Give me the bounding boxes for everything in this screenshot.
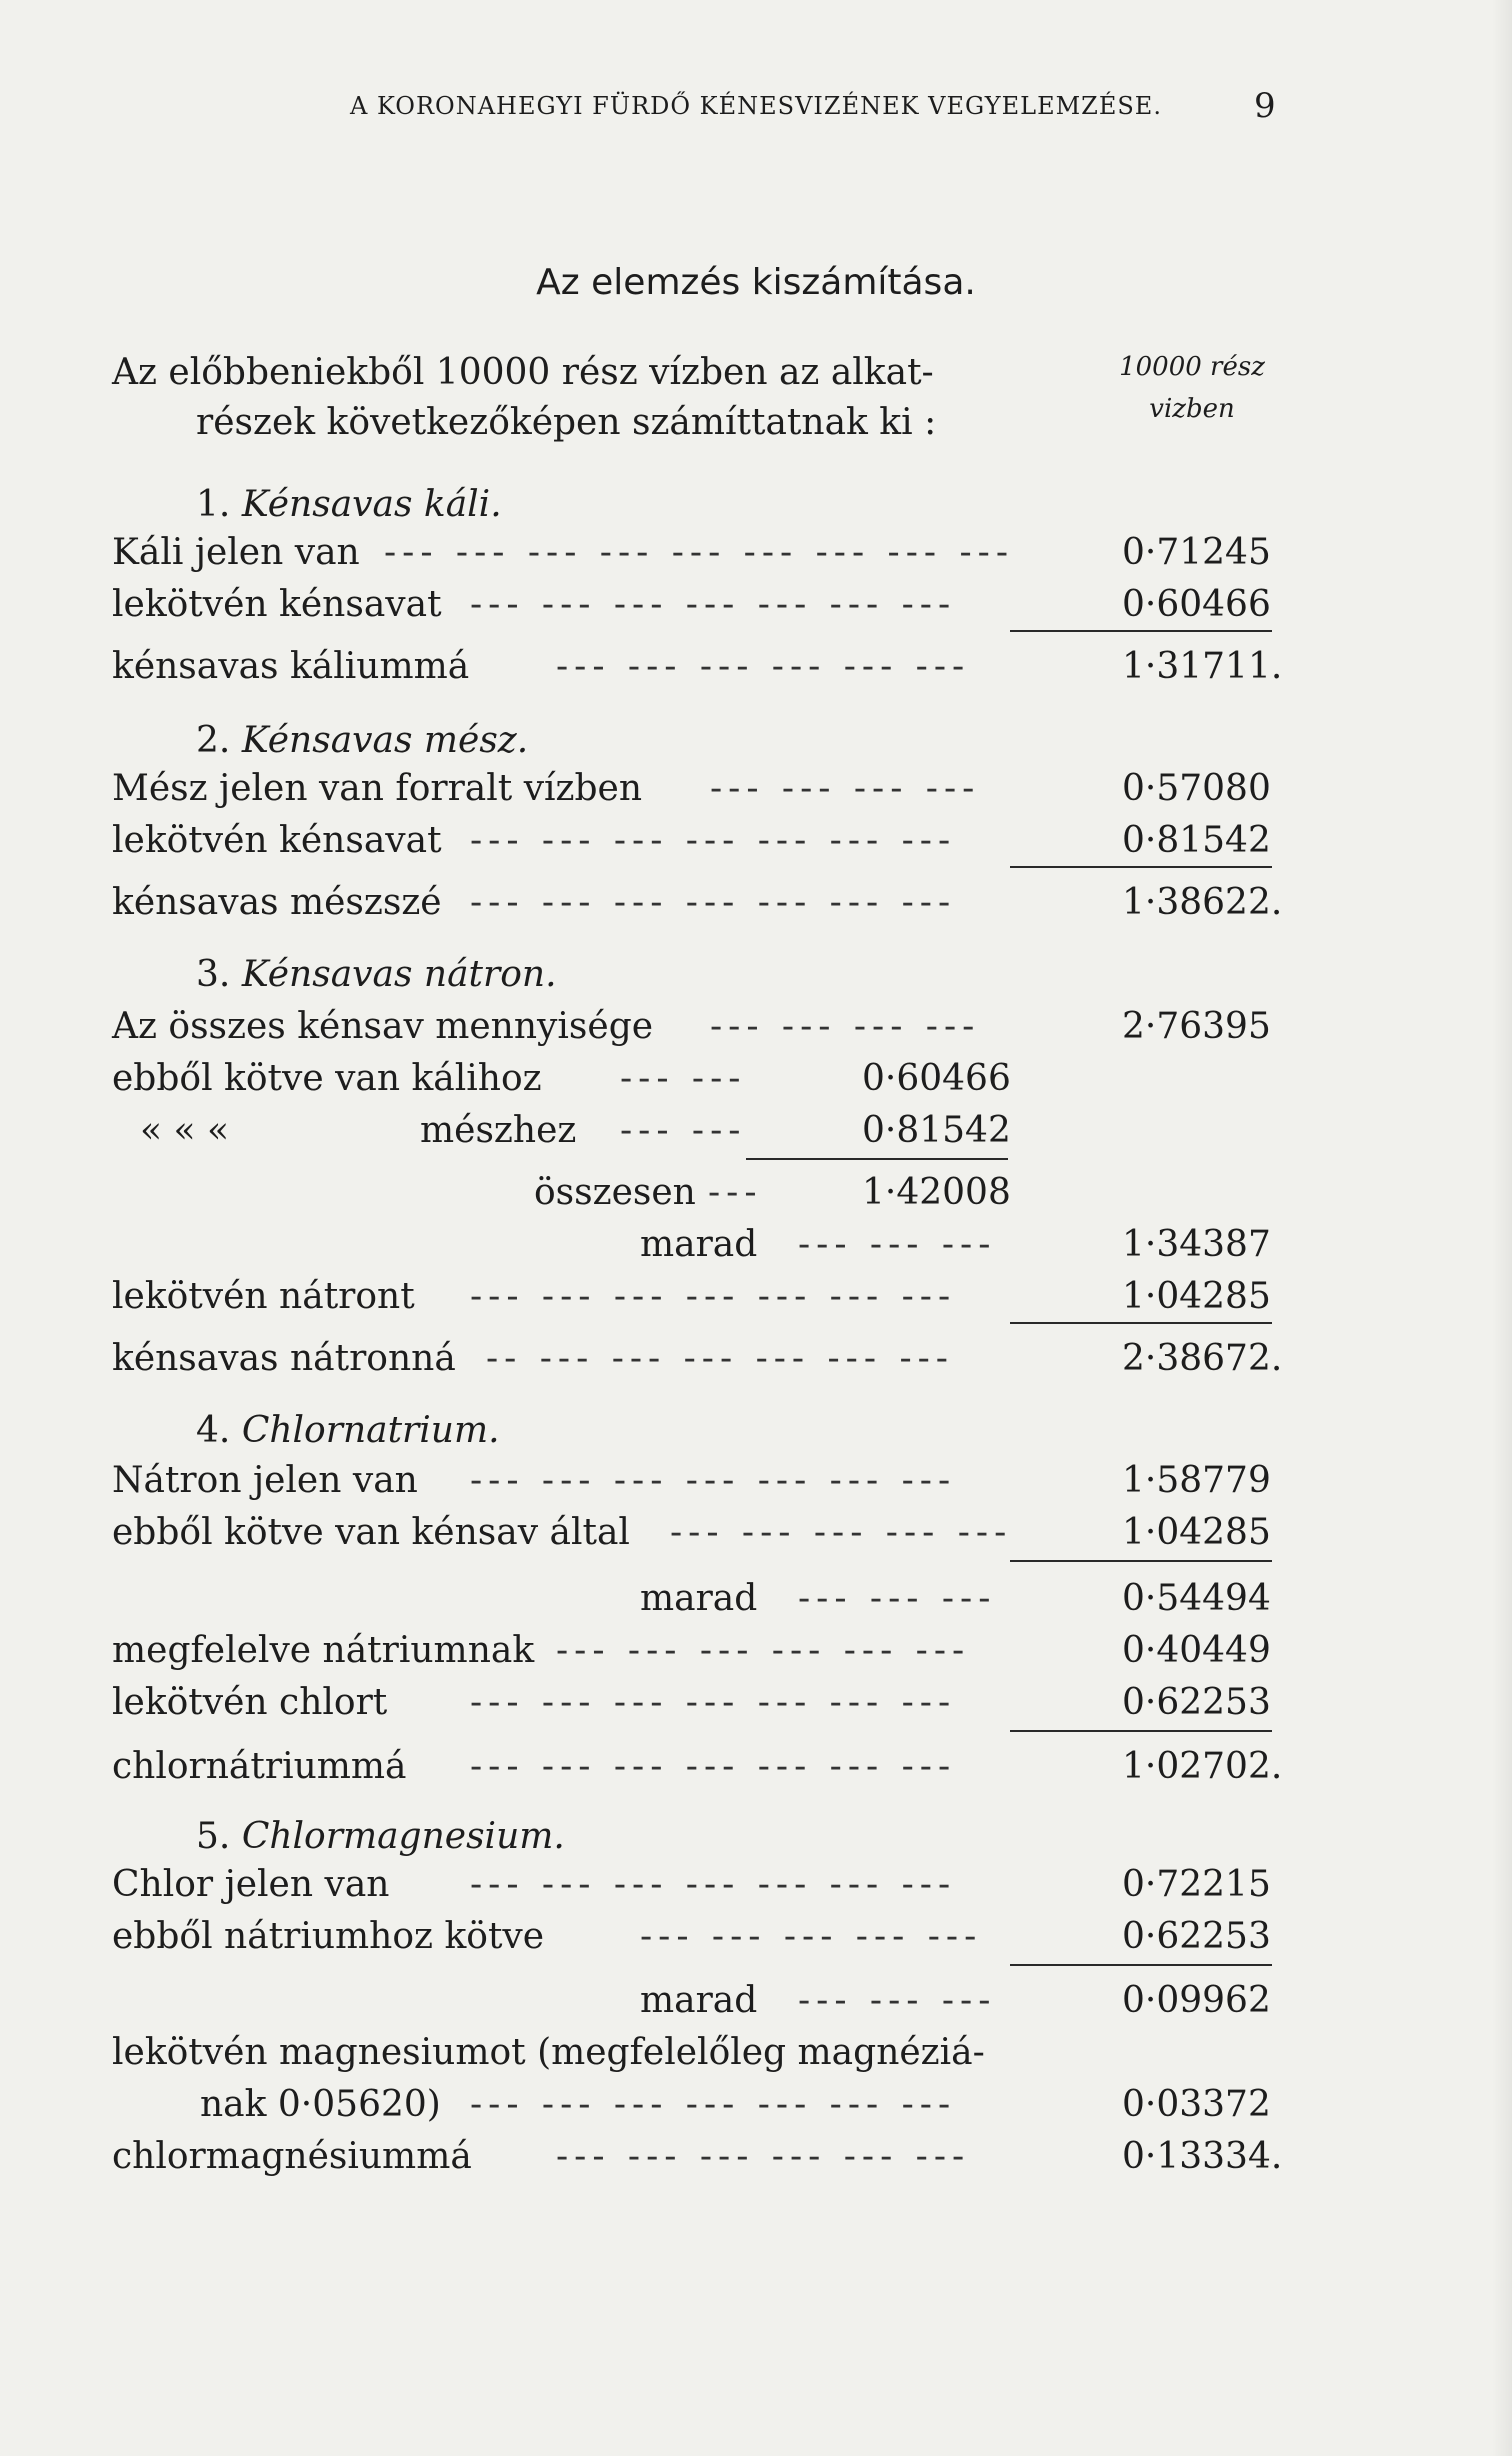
column-header-line-2: vizben xyxy=(1149,394,1235,424)
row-value: 2·76395 xyxy=(1122,1006,1271,1047)
total-label: kénsavas káliummá xyxy=(112,646,470,687)
leader-dots: --- --- --- --- --- --- xyxy=(556,646,971,687)
sum-rule xyxy=(1010,630,1272,632)
row-label: Mész jelen van forralt vízben xyxy=(112,768,643,809)
row-label: Nátron jelen van xyxy=(112,1460,418,1501)
leader-dots: --- --- --- --- --- --- --- xyxy=(470,820,957,861)
leader-dots: --- --- --- xyxy=(798,1578,997,1619)
leader-dots: --- --- --- --- --- --- --- xyxy=(470,882,957,923)
section-number: 4. xyxy=(196,1410,231,1451)
total-value: 1·02702. xyxy=(1122,1746,1283,1787)
row-label: ebből nátriumhoz kötve xyxy=(112,1916,545,1957)
total-label: chlornátriummá xyxy=(112,1746,407,1787)
leader-dots: --- --- --- --- --- xyxy=(640,1916,983,1957)
leader-dots: --- --- --- --- --- --- --- xyxy=(470,1864,957,1905)
row-value: 0·72215 xyxy=(1122,1864,1271,1905)
row-label: lekötvén magnesiumot (megfelelőleg magnéziá- xyxy=(112,2032,985,2073)
inner-value: 1·42008 xyxy=(862,1172,1011,1213)
leader-dots: --- --- --- --- --- --- --- xyxy=(470,1276,957,1317)
sum-rule xyxy=(1010,866,1272,868)
total-label: kénsavas nátronná xyxy=(112,1338,456,1379)
leader-dots: --- xyxy=(708,1172,763,1213)
leader-dots: --- --- xyxy=(620,1110,747,1151)
row-label: ebből kötve van kálihoz xyxy=(112,1058,542,1099)
row-label: Káli jelen van xyxy=(112,532,360,573)
intro-line-1: Az előbbeniekből 10000 rész vízben az alkat- xyxy=(112,352,934,393)
section-heading xyxy=(196,1410,500,1451)
row-value: 0·71245 xyxy=(1122,532,1271,573)
row-value: 0·09962 xyxy=(1122,1980,1271,2021)
row-value: 0·57080 xyxy=(1122,768,1271,809)
row-label: Az összes kénsav mennyisége xyxy=(112,1006,654,1047)
leader-dots: --- --- --- --- --- --- --- xyxy=(470,1746,957,1787)
row-label: marad xyxy=(640,1578,758,1619)
section-heading xyxy=(196,1816,565,1857)
row-value: 0·62253 xyxy=(1122,1916,1271,1957)
row-label: Chlor jelen van xyxy=(112,1864,390,1905)
row-label: mészhez xyxy=(420,1110,577,1151)
section-title: Az elemzés kiszámítása. xyxy=(536,262,976,303)
inner-value: 0·81542 xyxy=(862,1110,1011,1151)
row-label: lekötvén chlort xyxy=(112,1682,388,1723)
leader-dots: --- --- --- --- xyxy=(710,1006,981,1047)
row-value: 0·60466 xyxy=(1122,584,1271,625)
section-heading xyxy=(196,484,502,525)
row-label: lekötvén kénsavat xyxy=(112,820,442,861)
inner-value: 0·60466 xyxy=(862,1058,1011,1099)
section-number: 2. xyxy=(196,720,231,761)
sum-rule xyxy=(746,1158,1008,1160)
section-name: Chlormagnesium. xyxy=(241,1816,565,1857)
row-label: megfelelve nátriumnak xyxy=(112,1630,535,1671)
leader-dots: --- --- --- --- --- --- --- xyxy=(470,2084,957,2125)
leader-dots: --- --- --- --- xyxy=(710,768,981,809)
leader-dots: --- --- --- --- --- --- --- xyxy=(470,1682,957,1723)
total-value: 1·31711. xyxy=(1122,646,1283,687)
row-value: 0·54494 xyxy=(1122,1578,1271,1619)
sum-rule xyxy=(1010,1730,1272,1732)
section-number: 5. xyxy=(196,1816,231,1857)
leader-dots: --- --- xyxy=(620,1058,747,1099)
running-title: A KORONAHEGYI FÜRDŐ KÉNESVIZÉNEK VEGYELEMZÉSE. xyxy=(350,92,1162,120)
leader-dots: --- --- --- --- --- --- xyxy=(556,2136,971,2177)
total-value: 1·38622. xyxy=(1122,882,1283,923)
row-label: marad xyxy=(640,1980,758,2021)
row-value: 0·81542 xyxy=(1122,820,1271,861)
row-label: lekötvén nátront xyxy=(112,1276,415,1317)
section-name: Kénsavas mész. xyxy=(241,720,529,761)
section-name: Kénsavas káli. xyxy=(241,484,502,525)
sum-rule xyxy=(1010,1964,1272,1966)
section-number: 1. xyxy=(196,484,231,525)
total-value: 0·13334. xyxy=(1122,2136,1283,2177)
row-label: marad xyxy=(640,1224,758,1265)
row-value: 1·04285 xyxy=(1122,1276,1271,1317)
section-name: Chlornatrium. xyxy=(241,1410,500,1451)
total-label: chlormagnésiummá xyxy=(112,2136,472,2177)
sum-rule xyxy=(1010,1560,1272,1562)
total-label: kénsavas mészszé xyxy=(112,882,442,923)
leader-dots: --- --- --- xyxy=(798,1224,997,1265)
section-number: 3. xyxy=(196,954,231,995)
section-heading xyxy=(196,954,557,995)
row-value: 1·34387 xyxy=(1122,1224,1271,1265)
row-value: 0·62253 xyxy=(1122,1682,1271,1723)
leader-dots: --- --- --- --- --- --- xyxy=(556,1630,971,1671)
row-label: összesen xyxy=(534,1172,696,1213)
leader-dots: --- --- --- --- --- --- --- xyxy=(470,1460,957,1501)
leader-dots: --- --- --- --- --- --- --- --- --- xyxy=(384,532,1014,573)
row-value: 1·58779 xyxy=(1122,1460,1271,1501)
row-label: nak 0·05620) xyxy=(200,2084,441,2125)
page-number: 9 xyxy=(1254,86,1276,126)
page-edge-shadow xyxy=(1492,0,1512,2456)
intro-line-2: részek következőképen számíttatnak ki : xyxy=(196,402,937,443)
column-header-line-1: 10000 rész xyxy=(1119,352,1265,382)
row-label: lekötvén kénsavat xyxy=(112,584,442,625)
leader-dots: -- --- --- --- --- --- --- xyxy=(486,1338,954,1379)
sum-rule xyxy=(1010,1322,1272,1324)
row-value: 0·40449 xyxy=(1122,1630,1271,1671)
total-value: 2·38672. xyxy=(1122,1338,1283,1379)
leader-dots: --- --- --- --- --- --- --- xyxy=(470,584,957,625)
row-label: ebből kötve van kénsav által xyxy=(112,1512,630,1553)
row-value: 0·03372 xyxy=(1122,2084,1271,2125)
ditto-marks: « « « xyxy=(140,1110,229,1151)
leader-dots: --- --- --- xyxy=(798,1980,997,2021)
section-name: Kénsavas nátron. xyxy=(241,954,557,995)
leader-dots: --- --- --- --- --- xyxy=(670,1512,1013,1553)
section-heading xyxy=(196,720,528,761)
row-value: 1·04285 xyxy=(1122,1512,1271,1553)
